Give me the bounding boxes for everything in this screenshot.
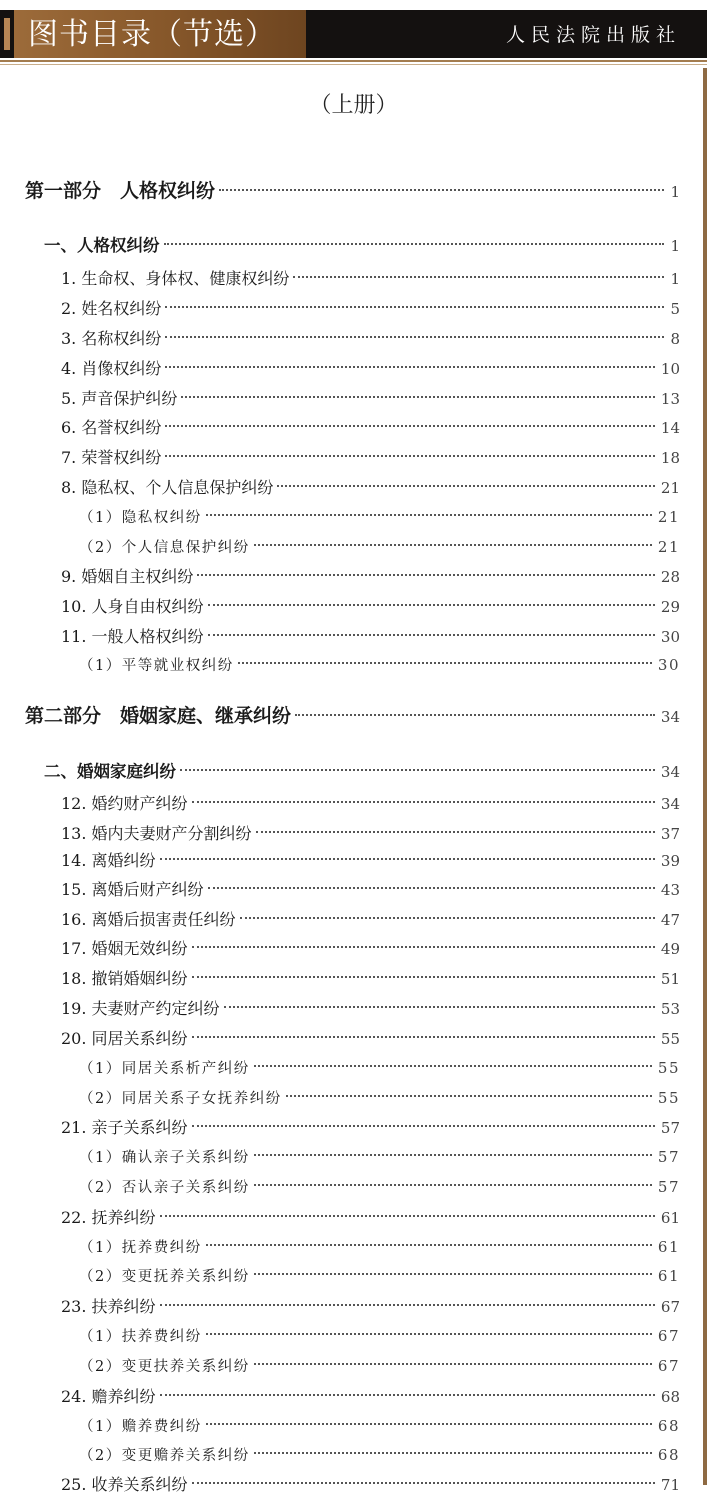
toc-entry-page: 71: [660, 1476, 680, 1494]
toc-entry-page: 39: [660, 852, 680, 870]
dot-leader: [180, 758, 655, 771]
toc-entry-item: [61, 791, 680, 814]
toc-entry-label: 12. 婚约财产纠纷: [61, 794, 188, 813]
toc-entry-item: [61, 266, 680, 289]
toc-entry-item: [61, 1115, 680, 1138]
dot-leader: [192, 791, 655, 803]
toc-entry-page: 57: [657, 1177, 680, 1196]
dot-leader: [165, 326, 664, 338]
toc-entry-page: 34: [660, 795, 680, 813]
dot-leader: [206, 1235, 652, 1246]
toc-entry-page: 13: [660, 390, 680, 408]
toc-entry-page: 67: [657, 1356, 680, 1375]
toc-entry-label: 21. 亲子关系纠纷: [61, 1118, 188, 1137]
toc-entry-label: 23. 扶养纠纷: [61, 1297, 156, 1316]
dot-leader: [197, 564, 655, 576]
toc-entry-sec: [44, 758, 680, 782]
toc-entry-page: 34: [660, 763, 680, 781]
toc-entry-item: [61, 966, 680, 989]
toc-entry-label: （1）平等就业权纠纷: [79, 657, 234, 674]
toc-entry-label: （1）同居关系析产纠纷: [79, 1060, 250, 1077]
toc-entry-label: 10. 人身自由权纠纷: [61, 597, 204, 616]
toc-entry-sub: [79, 653, 680, 675]
banner-rule-thin: [0, 64, 707, 65]
toc-entry-item: [61, 326, 680, 349]
toc-entry-item: [61, 821, 680, 844]
toc-entry-page: 57: [657, 1147, 680, 1166]
dot-leader: [165, 445, 655, 457]
dot-leader: [254, 1264, 652, 1275]
toc-entry-item: [61, 907, 680, 930]
toc-entry-page: 10: [660, 360, 680, 378]
dot-leader: [192, 1472, 655, 1484]
toc-entry-sub: [79, 1235, 680, 1257]
dot-leader: [206, 1324, 652, 1335]
toc-entry-item: [61, 877, 680, 900]
toc-entry-item: [61, 1472, 680, 1495]
toc-entry-sub: [79, 535, 680, 557]
toc-entry-label: 8. 隐私权、个人信息保护纠纷: [61, 478, 274, 497]
toc-entry-page: 43: [660, 881, 680, 899]
toc-entry-label: （2）否认亲子关系纠纷: [79, 1179, 250, 1196]
dot-leader: [165, 356, 655, 368]
toc-entry-page: 47: [660, 911, 680, 929]
toc-entry-page: 55: [657, 1088, 680, 1107]
toc-entry-page: 61: [657, 1266, 680, 1285]
dot-leader: [256, 821, 655, 833]
toc-entry-page: 67: [657, 1326, 680, 1345]
page-edge-stripe: [703, 68, 707, 1485]
toc-entry-label: 第一部分 人格权纠纷: [25, 180, 216, 202]
toc-entry-label: 6. 名誉权纠纷: [61, 418, 162, 437]
toc-entry-page: 53: [660, 1000, 680, 1018]
toc-entry-page: 67: [660, 1298, 680, 1316]
toc-entry-item: [61, 356, 680, 379]
dot-leader: [192, 1026, 655, 1038]
toc-entry-page: 18: [660, 449, 680, 467]
toc-entry-label: 7. 荣誉权纠纷: [61, 448, 162, 467]
dot-leader: [160, 1294, 655, 1306]
dot-leader: [254, 1443, 652, 1454]
toc-entry-label: 第二部分 婚姻家庭、继承纠纷: [25, 705, 292, 727]
toc-entry-item: [61, 415, 680, 438]
dot-leader: [206, 505, 652, 516]
toc-entry-item: [61, 624, 680, 647]
dot-leader: [206, 1414, 652, 1425]
header-banner: [0, 0, 707, 68]
toc-entry-item: [61, 1205, 680, 1228]
toc-entry-label: 16. 离婚后损害责任纠纷: [61, 910, 236, 929]
dot-leader: [192, 936, 655, 948]
dot-leader: [293, 266, 664, 278]
toc-entry-sub: [79, 1175, 680, 1197]
dot-leader: [254, 1354, 652, 1365]
toc-entry-sub: [79, 505, 680, 527]
toc-entry-page: 49: [660, 940, 680, 958]
toc-entry-page: 21: [657, 537, 680, 556]
toc-entry-label: 25. 收养关系纠纷: [61, 1475, 188, 1494]
toc-entry-page: 61: [657, 1237, 680, 1256]
banner-top-margin: [0, 0, 707, 8]
dot-leader: [254, 535, 652, 546]
toc-entry-page: 61: [660, 1209, 680, 1227]
toc-entry-sub: [79, 1443, 680, 1465]
toc-entry-sub: [79, 1145, 680, 1167]
dot-leader: [160, 1205, 655, 1217]
toc-entry-item: [61, 996, 680, 1019]
toc-entry-label: 1. 生命权、身体权、健康权纠纷: [61, 269, 290, 288]
dot-leader: [192, 966, 655, 978]
toc-entry-label: 13. 婚内夫妻财产分割纠纷: [61, 824, 252, 843]
toc-entry-page: 21: [660, 479, 680, 497]
toc-entry-part: [25, 701, 680, 728]
toc-entry-label: （1）扶养费纠纷: [79, 1328, 202, 1345]
toc-entry-item: [61, 936, 680, 959]
dot-leader: [254, 1175, 652, 1186]
dot-leader: [160, 848, 655, 860]
toc-entry-label: （2）变更抚养关系纠纷: [79, 1268, 250, 1285]
toc-entry-label: （2）变更赡养关系纠纷: [79, 1447, 250, 1464]
toc-entry-item: [61, 1384, 680, 1407]
toc-entry-page: 1: [670, 237, 680, 255]
toc-entry-label: 4. 肖像权纠纷: [61, 359, 162, 378]
toc-entry-sub: [79, 1086, 680, 1108]
toc-entry-sub: [79, 1414, 680, 1436]
toc-entry-label: 2. 姓名权纠纷: [61, 299, 162, 318]
toc-entry-label: 14. 离婚纠纷: [61, 851, 156, 870]
dot-leader: [165, 415, 655, 427]
dot-leader: [208, 877, 655, 889]
dot-leader: [240, 907, 655, 919]
toc-entry-page: 21: [657, 507, 680, 526]
toc-entry-item: [61, 594, 680, 617]
toc-entry-label: 19. 夫妻财产约定纠纷: [61, 999, 220, 1018]
toc-entry-item: [61, 475, 680, 498]
dot-leader: [165, 296, 664, 308]
toc-entry-page: 68: [657, 1416, 680, 1435]
toc-entry-label: 一、人格权纠纷: [44, 236, 160, 255]
dot-leader: [192, 1115, 655, 1127]
toc-entry-label: 24. 赡养纠纷: [61, 1387, 156, 1406]
dot-leader: [181, 386, 655, 398]
dot-leader: [277, 475, 655, 487]
toc-entry-label: 11. 一般人格权纠纷: [61, 627, 204, 646]
dot-leader: [164, 232, 665, 245]
toc-entry-sub: [79, 1354, 680, 1376]
toc-entry-sub: [79, 1056, 680, 1078]
toc-entry-label: （1）赡养费纠纷: [79, 1418, 202, 1435]
toc-entry-label: 22. 抚养纠纷: [61, 1208, 156, 1227]
toc-entry-label: （1）隐私权纠纷: [79, 509, 202, 526]
toc-entry-page: 14: [660, 419, 680, 437]
toc-entry-item: [61, 296, 680, 319]
toc-entry-page: 34: [660, 708, 680, 726]
toc-entry-page: 51: [660, 970, 680, 988]
toc-entry-label: 3. 名称权纠纷: [61, 329, 162, 348]
publisher-name: 人民法院出版社: [505, 24, 681, 46]
toc-entry-page: 68: [657, 1445, 680, 1464]
toc-entry-page: 5: [670, 300, 680, 318]
toc-entry-label: （2）个人信息保护纠纷: [79, 539, 250, 556]
dot-leader: [254, 1056, 652, 1067]
toc-entry-page: 55: [660, 1030, 680, 1048]
toc-entry-item: [61, 445, 680, 468]
banner-rule: [0, 60, 707, 62]
toc-entry-sub: [79, 1264, 680, 1286]
toc-entry-page: 8: [670, 330, 680, 348]
toc-entry-page: 29: [660, 598, 680, 616]
dot-leader: [208, 624, 655, 636]
dot-leader: [254, 1145, 652, 1156]
toc-entry-page: 1: [670, 270, 680, 288]
dot-leader: [286, 1086, 652, 1097]
toc-entry-label: 18. 撤销婚姻纠纷: [61, 969, 188, 988]
volume-title: （上册）: [309, 93, 398, 118]
toc-entry-page: 28: [660, 568, 680, 586]
toc-entry-page: 68: [660, 1388, 680, 1406]
toc-entry-item: [61, 564, 680, 587]
toc-entry-label: 20. 同居关系纠纷: [61, 1029, 188, 1048]
dot-leader: [160, 1384, 655, 1396]
toc-entry-label: （2）同居关系子女抚养纠纷: [79, 1090, 282, 1107]
toc-entry-item: [61, 848, 680, 871]
dot-leader: [238, 653, 652, 664]
toc-entry-item: [61, 386, 680, 409]
toc-entry-page: 57: [660, 1119, 680, 1137]
toc-entry-page: 37: [660, 825, 680, 843]
toc-entry-item: [61, 1294, 680, 1317]
toc-entry-label: 二、婚姻家庭纠纷: [44, 762, 176, 781]
toc-entry-label: 5. 声音保护纠纷: [61, 389, 178, 408]
toc-entry-part: [25, 176, 680, 203]
toc-entry-page: 30: [660, 628, 680, 646]
toc-entry-item: [61, 1026, 680, 1049]
dot-leader: [208, 594, 655, 606]
toc-entry-label: 9. 婚姻自主权纠纷: [61, 567, 194, 586]
toc-entry-label: （2）变更扶养关系纠纷: [79, 1358, 250, 1375]
banner-title: 图书目录（节选）: [28, 17, 276, 52]
toc-entry-label: 15. 离婚后财产纠纷: [61, 880, 204, 899]
toc-entry-page: 55: [657, 1058, 680, 1077]
dot-leader: [219, 176, 664, 191]
dot-leader: [224, 996, 655, 1008]
toc-entry-page: 1: [670, 183, 680, 201]
dot-leader: [295, 701, 655, 716]
toc-entry-sub: [79, 1324, 680, 1346]
toc-entry-label: （1）抚养费纠纷: [79, 1239, 202, 1256]
toc-entry-label: （1）确认亲子关系纠纷: [79, 1149, 250, 1166]
toc-entry-sec: [44, 232, 680, 256]
toc-entry-label: 17. 婚姻无效纠纷: [61, 939, 188, 958]
toc-entry-page: 30: [657, 655, 680, 674]
